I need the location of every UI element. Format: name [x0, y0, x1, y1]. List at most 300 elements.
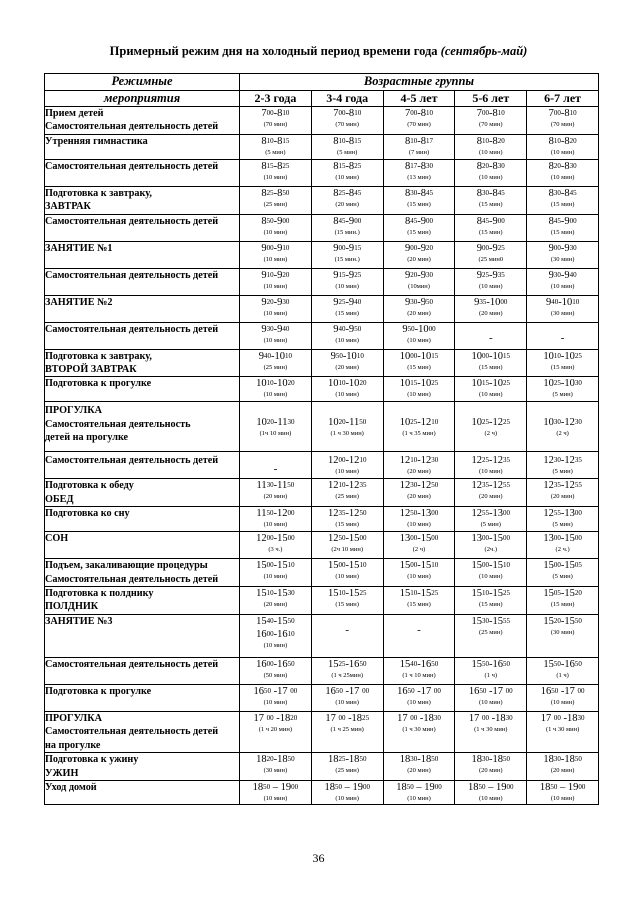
time-range: $8^{45}-9^{00}$	[476, 215, 505, 227]
time-cell	[240, 214, 312, 241]
time-cell	[455, 159, 527, 186]
duration: (5 мин)	[265, 148, 286, 156]
time-range: $9^{00}-9^{25}$	[476, 242, 505, 254]
time-cell	[240, 532, 312, 559]
time-cell	[383, 322, 455, 349]
header-activities-2: мероприятия	[45, 91, 240, 107]
duration: (10мин)	[408, 282, 430, 290]
time-range: $15^{20}-15^{50}$	[543, 615, 582, 627]
duration: (10 мин)	[479, 698, 503, 706]
duration: (10 мин)	[479, 391, 503, 399]
time-cell	[240, 186, 312, 214]
activity-name	[45, 322, 240, 349]
activity-name	[45, 479, 240, 507]
time-cell	[383, 377, 455, 402]
duration: (10 мин)	[263, 698, 288, 706]
table-row	[45, 295, 599, 322]
time-range: $9^{40}-9^{50}$	[333, 323, 362, 335]
duration: (20 мин)	[479, 767, 503, 775]
duration: (3 ч.)	[268, 546, 283, 554]
time-cell	[383, 657, 455, 684]
duration: (25 мин)	[335, 767, 359, 775]
duration: (1 ч 30 мин)	[402, 725, 436, 733]
duration: (10 мин)	[479, 148, 503, 156]
table-row	[45, 587, 599, 615]
activity-name-line: Самостоятельная деятельность детей	[45, 455, 219, 467]
table-row	[45, 186, 599, 214]
time-cell	[311, 452, 383, 479]
time-range: $9^{50}-10^{00}$	[402, 323, 436, 335]
duration: (7 мин)	[408, 148, 430, 156]
activity-name	[45, 159, 240, 186]
duration: (10 мин)	[335, 173, 359, 181]
activity-name-line: Подготовка к завтраку,	[45, 187, 152, 199]
header-group-6-7: 6-7 лет	[527, 91, 599, 107]
activity-name	[45, 559, 240, 587]
time-cell	[455, 780, 527, 804]
duration: (1 ч 30 мин)	[474, 725, 508, 733]
time-range: $10^{20}-11^{30}$	[256, 416, 295, 428]
time-range: $15^{00}-15^{10}$	[327, 560, 367, 572]
time-range: $9^{25}-9^{40}$	[333, 296, 362, 308]
time-range: $10^{10}-10^{20}$	[256, 378, 295, 390]
time-cell	[240, 753, 312, 781]
activity-name	[45, 214, 240, 241]
duration: (30 мин)	[550, 628, 575, 636]
duration: (10 мин)	[263, 794, 288, 802]
time-range: $10^{25}-12^{25}$	[471, 416, 511, 428]
time-range: $13^{00}-15^{00}$	[471, 533, 511, 545]
duration: (20 мин)	[335, 200, 359, 208]
duration: (10 мин)	[335, 698, 359, 706]
activity-name-line: Подъем, закаливающие процедуры	[45, 560, 208, 572]
time-cell	[455, 268, 527, 295]
time-range: $18^{30}-18^{50}$	[543, 754, 582, 766]
time-cell	[527, 507, 599, 532]
header-age-groups: Возрастные группы	[240, 74, 599, 91]
time-range: $15^{00}-15^{10}$	[399, 560, 439, 572]
activity-name	[45, 452, 240, 479]
time-range: $8^{10}-8^{15}$	[333, 135, 362, 147]
activity-name-line: ЗАВТРАК	[45, 201, 91, 213]
time-cell	[455, 214, 527, 241]
duration: (20 мин)	[479, 493, 503, 501]
duration: (20 мин)	[263, 493, 288, 501]
table-row	[45, 159, 599, 186]
time-cell	[383, 295, 455, 322]
time-cell	[240, 780, 312, 804]
time-cell	[240, 349, 312, 377]
time-range: $15^{50}-16^{50}$	[543, 658, 582, 670]
page-title-period: (сентябрь-май)	[440, 44, 528, 58]
time-cell	[311, 268, 383, 295]
time-cell	[527, 186, 599, 214]
time-range: $9^{25}-9^{35}$	[476, 269, 505, 281]
time-cell	[455, 377, 527, 402]
duration: (10 мин)	[550, 698, 575, 706]
time-cell	[240, 134, 312, 159]
time-cell	[455, 241, 527, 268]
time-range: $7^{00}-8^{10}$	[476, 108, 505, 119]
time-range: $8^{30}-8^{45}$	[476, 187, 505, 199]
time-cell	[240, 322, 312, 349]
duration: (15 мин)	[550, 228, 575, 236]
time-cell	[455, 295, 527, 322]
duration: (15 мин.)	[334, 255, 360, 263]
activity-name-line: на прогулке	[45, 739, 101, 751]
time-range: $18^{30}-18^{50}$	[399, 754, 439, 766]
duration: (1 ч)	[484, 671, 498, 679]
time-range: $8^{20}-8^{30}$	[476, 160, 505, 172]
time-cell	[311, 186, 383, 214]
time-range: $15^{40}-16^{50}$	[399, 658, 439, 670]
time-cell	[455, 186, 527, 214]
duration: (70 мин)	[479, 121, 503, 128]
time-cell	[455, 402, 527, 452]
time-range: $8^{15}-8^{25}$	[261, 160, 290, 172]
activity-name	[45, 377, 240, 402]
empty-dash: -	[488, 331, 493, 344]
time-cell	[383, 186, 455, 214]
time-range: $10^{20}-11^{50}$	[328, 416, 367, 428]
activity-name-line: ЗАНЯТИЕ №2	[45, 296, 113, 308]
time-cell	[527, 614, 599, 657]
time-cell	[527, 241, 599, 268]
time-cell	[455, 684, 527, 711]
time-range: $9^{15}-9^{25}$	[333, 269, 362, 281]
duration: (10 мин)	[335, 794, 359, 802]
duration: (1ч 10 мин)	[259, 429, 292, 437]
activity-name	[45, 349, 240, 377]
activity-name-line: Самостоятельная деятельность детей	[45, 269, 219, 281]
duration: (70 мин)	[407, 121, 431, 128]
duration: (1 ч 25мин)	[331, 671, 364, 679]
time-cell	[240, 507, 312, 532]
time-range: $10^{15}-10^{25}$	[471, 378, 511, 390]
time-cell	[383, 479, 455, 507]
duration: (10 мин)	[263, 255, 288, 263]
time-range: $8^{15}-8^{25}$	[333, 160, 362, 172]
duration: (5 мин)	[552, 391, 573, 399]
table-row	[45, 532, 599, 559]
table-row	[45, 322, 599, 349]
activity-name-line: Утренняя гимнастика	[45, 135, 148, 147]
time-cell	[527, 377, 599, 402]
time-range: $9^{40}-10^{10}$	[258, 350, 293, 362]
time-cell	[455, 532, 527, 559]
time-cell	[455, 614, 527, 657]
activity-name-line: Прием детей	[45, 108, 104, 119]
time-range: $13^{00}-15^{00}$	[543, 533, 582, 545]
duration: (2 ч)	[412, 546, 426, 554]
time-cell	[383, 532, 455, 559]
duration: (20 мин)	[407, 468, 431, 476]
time-cell	[383, 507, 455, 532]
time-cell	[240, 711, 312, 752]
time-range: $15^{00}-15^{10}$	[256, 560, 295, 572]
time-range: $9^{00}-9^{20}$	[404, 242, 433, 254]
time-range: $16^{00}-16^{50}$	[256, 658, 295, 670]
activity-name	[45, 268, 240, 295]
activity-name	[45, 657, 240, 684]
duration: (25 мин)	[263, 363, 288, 371]
duration: (10 мин)	[335, 282, 359, 290]
duration: (10 мин)	[263, 521, 288, 529]
time-cell	[383, 107, 455, 135]
time-cell	[527, 268, 599, 295]
duration: (20 мин)	[407, 767, 431, 775]
activity-name-line: ПРОГУЛКА	[45, 712, 102, 724]
table-row	[45, 684, 599, 711]
activity-name	[45, 532, 240, 559]
time-cell	[527, 402, 599, 452]
time-cell	[455, 349, 527, 377]
header-group-4-5: 4-5 лет	[383, 91, 455, 107]
activity-name-line: Подготовка к ужину	[45, 754, 139, 766]
duration: (10 мин)	[479, 282, 503, 290]
time-cell	[240, 684, 312, 711]
duration: (20 мин)	[407, 309, 431, 317]
duration: (2 ч)	[484, 429, 498, 437]
time-cell	[240, 452, 312, 479]
time-cell	[383, 452, 455, 479]
time-range: $11^{50}-12^{00}$	[256, 508, 295, 520]
time-cell	[240, 657, 312, 684]
activity-name-line: Подготовка к завтраку,	[45, 350, 152, 362]
time-cell	[311, 780, 383, 804]
activity-name	[45, 587, 240, 615]
time-cell	[311, 753, 383, 781]
time-range: $16^{50}$ -17 $^{00}$	[397, 685, 441, 697]
header-activities-1: Режимные	[45, 74, 240, 91]
time-cell	[527, 452, 599, 479]
table-row	[45, 657, 599, 684]
time-range: $7^{00}-8^{10}$	[404, 108, 433, 119]
table-row	[45, 452, 599, 479]
time-range: $8^{25}-8^{50}$	[261, 187, 290, 199]
time-range: $12^{50}-15^{00}$	[327, 533, 367, 545]
time-range: $10^{25}-10^{30}$	[543, 378, 582, 390]
time-range: $15^{05}-15^{20}$	[543, 588, 582, 600]
time-range: $15^{10}-15^{25}$	[327, 588, 367, 600]
time-cell	[240, 107, 312, 135]
time-range: $12^{30}-12^{50}$	[399, 480, 439, 492]
duration: (25 мин)	[335, 493, 359, 501]
time-cell	[311, 559, 383, 587]
duration: (15 мин)	[479, 200, 503, 208]
time-cell	[527, 587, 599, 615]
time-cell	[240, 559, 312, 587]
time-range: $8^{10}-8^{20}$	[548, 135, 577, 147]
page-number: 36	[312, 851, 325, 865]
time-cell	[311, 107, 383, 135]
time-cell	[527, 295, 599, 322]
activity-name-line: ЗАНЯТИЕ №1	[45, 242, 113, 254]
time-range: $15^{50}-16^{50}$	[471, 658, 511, 670]
table-row	[45, 214, 599, 241]
time-range: $16^{00}-16^{10}$	[256, 628, 295, 640]
time-range: $10^{00}-10^{15}$	[399, 350, 439, 362]
duration: (20 мин)	[550, 767, 575, 775]
duration: (20 мин)	[335, 363, 359, 371]
activity-name	[45, 402, 240, 452]
time-range: $15^{10}-15^{25}$	[471, 588, 511, 600]
duration: (2 ч)	[556, 429, 569, 437]
time-cell	[383, 587, 455, 615]
time-cell	[527, 657, 599, 684]
table-row	[45, 377, 599, 402]
time-cell	[383, 559, 455, 587]
duration: (10 мин)	[335, 468, 359, 476]
time-cell	[455, 107, 527, 135]
time-range: $8^{45}-9^{00}$	[333, 215, 362, 227]
time-range: $7^{00}-8^{10}$	[261, 108, 290, 119]
duration: (30 мин)	[550, 309, 575, 317]
time-range: $10^{30}-12^{30}$	[543, 416, 582, 428]
duration: (10 мин)	[407, 391, 431, 399]
time-range: $8^{20}-8^{30}$	[548, 160, 577, 172]
duration: (10 мин)	[263, 391, 288, 399]
time-cell	[311, 657, 383, 684]
header-group-5-6: 5-6 лет	[455, 91, 527, 107]
activity-name-line: Самостоятельная деятельность детей	[45, 726, 219, 738]
time-range: $10^{00}-10^{15}$	[471, 350, 511, 362]
duration: (10 мин)	[407, 698, 431, 706]
activity-name	[45, 507, 240, 532]
time-cell	[455, 657, 527, 684]
duration: (1 ч 35 мин)	[402, 429, 436, 437]
time-range: $12^{00}-15^{00}$	[256, 533, 295, 545]
duration: (1 ч 25 мин)	[330, 725, 364, 733]
duration: (25 мин)	[263, 200, 288, 208]
time-range: $9^{50}-10^{10}$	[330, 350, 364, 362]
time-range: $9^{30}-9^{40}$	[548, 269, 577, 281]
time-range: $8^{45}-9^{00}$	[404, 215, 433, 227]
activity-name-line: СОН	[45, 533, 69, 545]
duration: (15 мин)	[550, 601, 575, 609]
table-row	[45, 507, 599, 532]
time-range: $12^{35}-12^{50}$	[327, 508, 367, 520]
time-range: $10^{10}-10^{20}$	[327, 378, 367, 390]
time-cell	[240, 587, 312, 615]
duration: (25 мин)	[479, 628, 503, 636]
duration: (30 мин)	[263, 767, 288, 775]
time-range: $8^{25}-8^{45}$	[333, 187, 362, 199]
time-cell	[527, 322, 599, 349]
time-cell	[383, 711, 455, 752]
duration: (20 мин)	[407, 255, 431, 263]
empty-dash: -	[273, 463, 278, 476]
activity-name-line: Подготовка к прогулке	[45, 378, 152, 390]
time-range: $18^{25}-18^{50}$	[327, 754, 367, 766]
activity-name-line: Подготовка ко сну	[45, 508, 130, 520]
schedule-table	[44, 73, 599, 805]
activity-name	[45, 186, 240, 214]
table-row	[45, 349, 599, 377]
duration: (1 ч)	[556, 671, 569, 679]
activity-name-line: Самостоятельная деятельность детей	[45, 658, 219, 670]
time-cell	[311, 134, 383, 159]
time-range: $9^{30}-9^{40}$	[261, 323, 290, 335]
duration: (5 мин)	[480, 521, 501, 529]
time-range: $12^{35}-12^{55}$	[471, 480, 511, 492]
time-range: $8^{10}-8^{17}$	[404, 135, 433, 147]
time-range: $18^{50} - 19^{00}$	[324, 781, 370, 793]
activity-name	[45, 753, 240, 781]
duration: (5 мин)	[552, 468, 573, 476]
time-range: $9^{20}-9^{30}$	[261, 296, 290, 308]
time-range: $15^{25}-16^{50}$	[327, 658, 367, 670]
time-range: $9^{40}-10^{10}$	[545, 296, 580, 308]
duration: (15 мин)	[479, 228, 503, 236]
time-range: $12^{10}-12^{35}$	[327, 480, 367, 492]
empty-dash: -	[560, 331, 565, 344]
table-row	[45, 711, 599, 752]
duration: (10 мин)	[407, 573, 431, 581]
activity-name-line: ЗАНЯТИЕ №3	[45, 615, 113, 627]
time-range: $9^{20}-9^{30}$	[404, 269, 433, 281]
time-range: $15^{30}-15^{55}$	[471, 615, 511, 627]
activity-name-line: Самостоятельная деятельность детей	[45, 323, 219, 335]
duration: (10 мин)	[263, 228, 288, 236]
time-range: $12^{25}-12^{35}$	[471, 455, 511, 467]
time-cell	[311, 587, 383, 615]
table-row	[45, 402, 599, 452]
time-range: $18^{50} - 19^{00}$	[539, 781, 586, 793]
time-range: $9^{00}-9^{15}$	[333, 242, 362, 254]
time-range: $9^{00}-9^{10}$	[261, 242, 290, 254]
time-cell	[240, 295, 312, 322]
time-cell	[311, 532, 383, 559]
duration: (10 мин)	[407, 794, 431, 802]
activity-name-line: ПОЛДНИК	[45, 601, 99, 613]
time-cell	[527, 159, 599, 186]
duration: (5 мин)	[552, 521, 573, 529]
duration: (15 мин)	[407, 601, 431, 609]
time-cell	[527, 753, 599, 781]
table-row	[45, 614, 599, 657]
page-title: Примерный режим дня на холодный период времени года (сентябрь-май)	[109, 44, 528, 58]
time-cell	[383, 753, 455, 781]
time-cell	[455, 134, 527, 159]
time-cell	[311, 507, 383, 532]
time-range: $15^{00}-15^{05}$	[543, 560, 582, 572]
duration: (15 мин)	[335, 521, 359, 529]
time-range: $18^{50} - 19^{00}$	[396, 781, 442, 793]
time-cell	[311, 402, 383, 452]
duration: (1 ч 10 мин)	[402, 671, 436, 679]
time-range: $15^{10}-15^{30}$	[256, 588, 295, 600]
duration: (10 мин)	[550, 282, 575, 290]
time-range: $12^{35}-12^{55}$	[543, 480, 582, 492]
time-range: $18^{30}-18^{50}$	[471, 754, 511, 766]
duration: (20 мин)	[407, 493, 431, 501]
time-cell	[240, 479, 312, 507]
duration: (2ч.)	[484, 546, 498, 554]
time-cell	[527, 684, 599, 711]
time-range: $12^{50}-13^{00}$	[399, 508, 439, 520]
time-range: $9^{00}-9^{30}$	[548, 242, 577, 254]
activity-name-line: Самостоятельная деятельность	[45, 418, 191, 430]
duration: (10 мин)	[407, 336, 431, 344]
time-cell	[527, 532, 599, 559]
time-range: $10^{25}-12^{10}$	[399, 416, 439, 428]
time-range: $12^{10}-12^{30}$	[399, 455, 439, 467]
time-range: $8^{10}-8^{15}$	[261, 135, 290, 147]
duration: (15 мин)	[335, 309, 359, 317]
activity-name	[45, 241, 240, 268]
time-cell	[383, 159, 455, 186]
